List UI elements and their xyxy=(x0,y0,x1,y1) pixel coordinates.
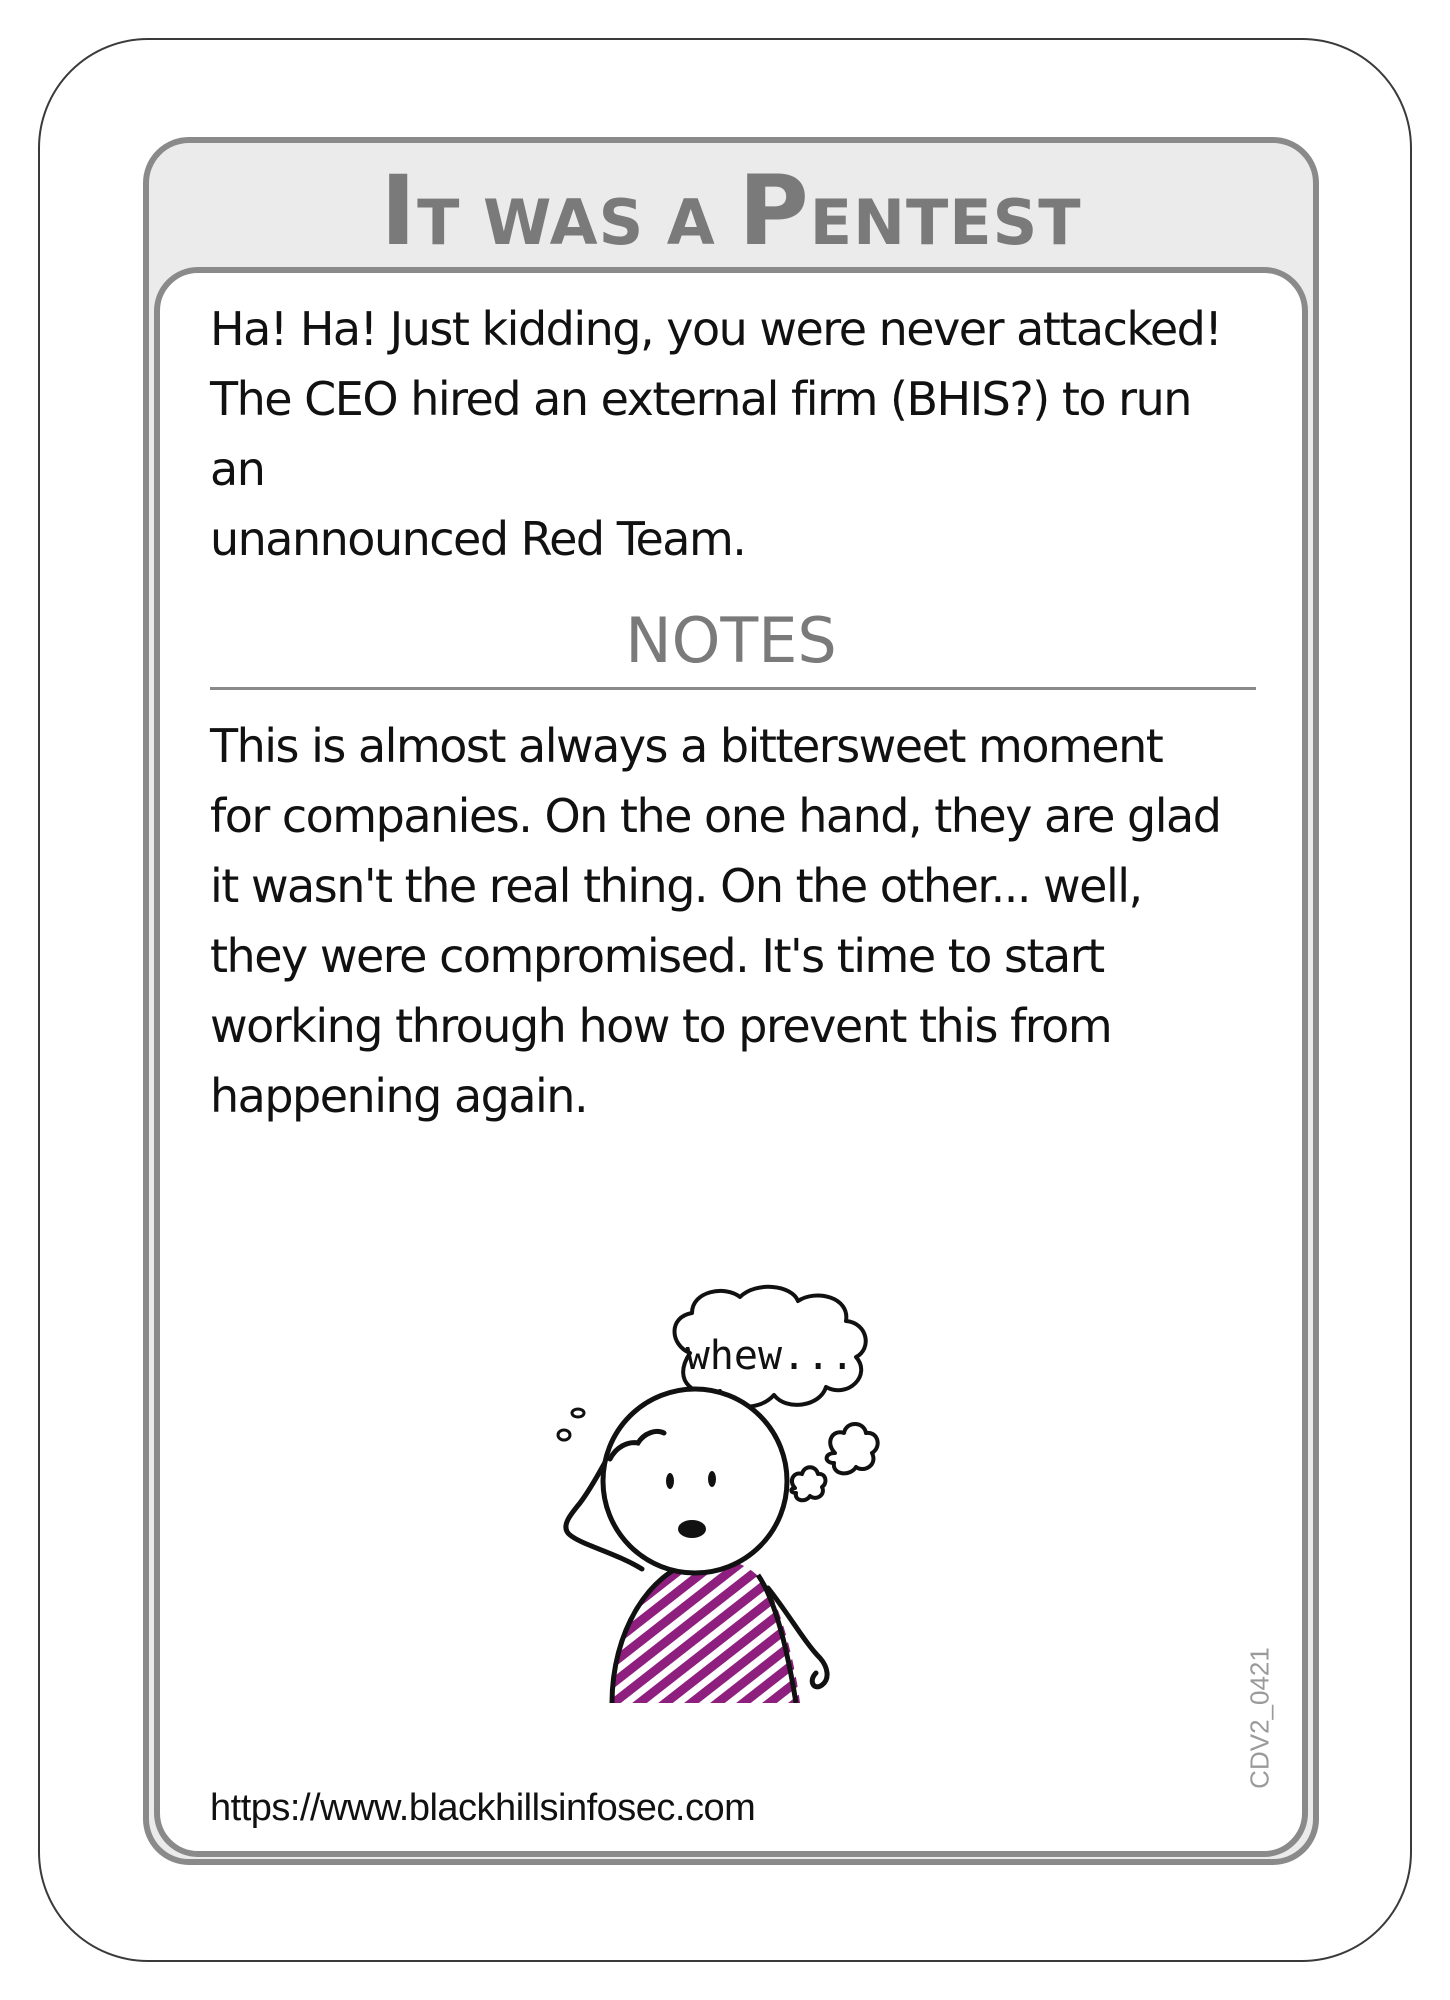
card-code xyxy=(1240,1638,1280,1798)
thought-bubble-text: whew... xyxy=(685,1333,855,1379)
title-initial-1: I xyxy=(380,155,418,267)
title-initial-2: P xyxy=(738,155,810,267)
figure-head xyxy=(603,1389,787,1573)
title-part-2: ENTEST xyxy=(809,186,1082,259)
card-body xyxy=(154,267,1308,1857)
notes-heading: NOTES xyxy=(625,604,837,677)
card-code-text: CDV2_0421 xyxy=(1244,1647,1275,1789)
title-part-1: T WAS A xyxy=(417,186,739,259)
card-title xyxy=(149,151,1313,283)
card-frame xyxy=(143,137,1319,1865)
stick-figure-illustration xyxy=(520,1283,980,1703)
notes-divider xyxy=(210,687,1256,690)
notes-text: This is almost always a bittersweet moment for companies. On the one hand, they are glad it wasn't the real thing. On the other... well, they were compromised. It's time to start working through how to prevent this from happening again. xyxy=(210,719,1221,1123)
footer-url: https://www.blackhillsinfosec.com xyxy=(210,1787,756,1829)
intro-text: Ha! Ha! Just kidding, you were never attacked! The CEO hired an external firm (BHIS?) to run an unannounced Red Team. xyxy=(210,302,1222,566)
